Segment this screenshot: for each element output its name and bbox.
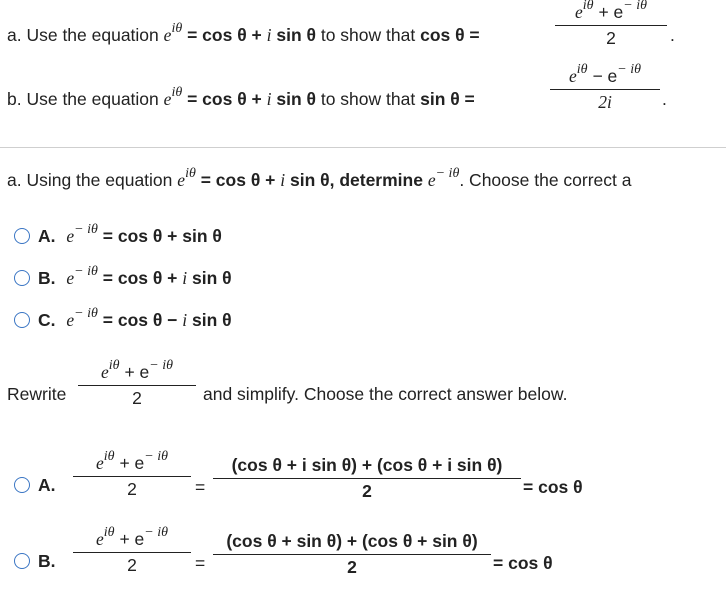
option-result: = cos θ: [493, 553, 553, 573]
part-b-suffix: to show that: [320, 89, 416, 109]
fraction-denominator: 2i: [598, 92, 612, 112]
eq-sin: sin θ: [276, 25, 316, 45]
exp-power: iθ: [185, 166, 196, 181]
exp-power: iθ: [171, 21, 183, 36]
left-fraction: $e^{i\theta} + e^{- i\theta}$ 2: [73, 453, 191, 500]
option-rhs: = cos θ −: [102, 310, 183, 330]
target-base: e: [427, 170, 436, 190]
radio-button[interactable]: [14, 228, 30, 244]
part-b-prefix: b. Use the equation: [7, 89, 159, 109]
option-content: B. $e^{- i\theta} = \cos \theta + i$ sin θ: [38, 264, 232, 288]
exp-base: e: [66, 226, 75, 246]
eq-i: i: [280, 170, 286, 190]
part-a-target: cos θ =: [420, 25, 480, 45]
fraction-denominator: 2: [132, 388, 142, 408]
exp-power: iθ: [171, 85, 183, 100]
question-suffix: . Choose the correct a: [459, 170, 632, 190]
option-label: A.: [38, 475, 56, 495]
middle-fraction: (cos θ + i sin θ) + (cos θ + i sin θ) 2: [213, 455, 521, 502]
target-power: − iθ: [435, 166, 460, 181]
option-result: = cos θ: [523, 477, 583, 497]
question-line: [7, 166, 632, 191]
eq-cos: = cos θ +: [187, 25, 267, 45]
fraction-numerator: $e^{i\theta} + e^{- i\theta}$: [575, 0, 647, 22]
option-label: C.: [38, 310, 56, 330]
eq-cos: = cos θ +: [187, 89, 267, 109]
fraction-denominator: 2: [606, 28, 616, 48]
radio-button[interactable]: [14, 553, 30, 569]
question-prefix: a. Using the equation: [7, 170, 173, 190]
eq-sin: sin θ, determine: [289, 170, 423, 190]
fraction-numerator: $e^{i\theta} + e^{- i\theta}$: [101, 358, 173, 382]
radio-button[interactable]: [14, 270, 30, 286]
equals-sign: =: [195, 553, 206, 573]
exp-base: e: [66, 310, 75, 330]
exp-base: e: [163, 89, 172, 109]
section-divider: [0, 147, 726, 148]
option-content: C. $e^{- i\theta} = \cos \theta - i$ sin θ: [38, 306, 232, 330]
eq-i: i: [266, 89, 272, 109]
exp-base: e: [66, 268, 75, 288]
rewrite-instruction: and simplify. Choose the correct answer below.: [203, 384, 568, 404]
option-rhs: = cos θ + sin θ: [102, 226, 222, 246]
part-b-end: .: [662, 89, 667, 109]
radio-button[interactable]: [14, 312, 30, 328]
eq-cos: = cos θ +: [200, 170, 281, 190]
radio-button[interactable]: [14, 477, 30, 493]
rewrite-fraction: [78, 358, 196, 409]
option-content: [38, 222, 222, 247]
exp-power: − iθ: [74, 264, 98, 279]
equals-sign: =: [195, 477, 206, 497]
fraction-bar: [550, 89, 660, 90]
part-a-fraction: [555, 2, 667, 49]
option-label: B.: [38, 268, 56, 288]
fraction-bar: [78, 385, 196, 386]
fraction-numerator: $e^{i\theta} - e^{- i\theta}$: [569, 62, 641, 86]
middle-fraction: (cos θ + sin θ) + (cos θ + sin θ) 2: [213, 531, 491, 578]
option-label: A.: [38, 226, 56, 246]
part-a-prefix: a. Use the equation: [7, 25, 159, 45]
exp-base: e: [163, 25, 172, 45]
left-fraction: $e^{i\theta} + e^{- i\theta}$ 2: [73, 529, 191, 576]
option-label: B.: [38, 551, 56, 571]
part-b-target: sin θ =: [420, 89, 475, 109]
eq-i: i: [266, 25, 272, 45]
part-b-line: [7, 85, 475, 110]
exp-base: e: [177, 170, 186, 190]
rewrite-label: Rewrite: [7, 384, 67, 404]
exp-power: − iθ: [74, 306, 98, 321]
eq-sin: sin θ: [276, 89, 316, 109]
option-rhs: = cos θ +: [102, 268, 183, 288]
exp-power: − iθ: [74, 222, 98, 237]
fraction-bar: [555, 25, 667, 26]
part-a-suffix: to show that: [320, 25, 416, 45]
part-b-fraction: [550, 62, 660, 113]
part-a-end: .: [670, 25, 675, 45]
part-a-line: [7, 21, 480, 46]
